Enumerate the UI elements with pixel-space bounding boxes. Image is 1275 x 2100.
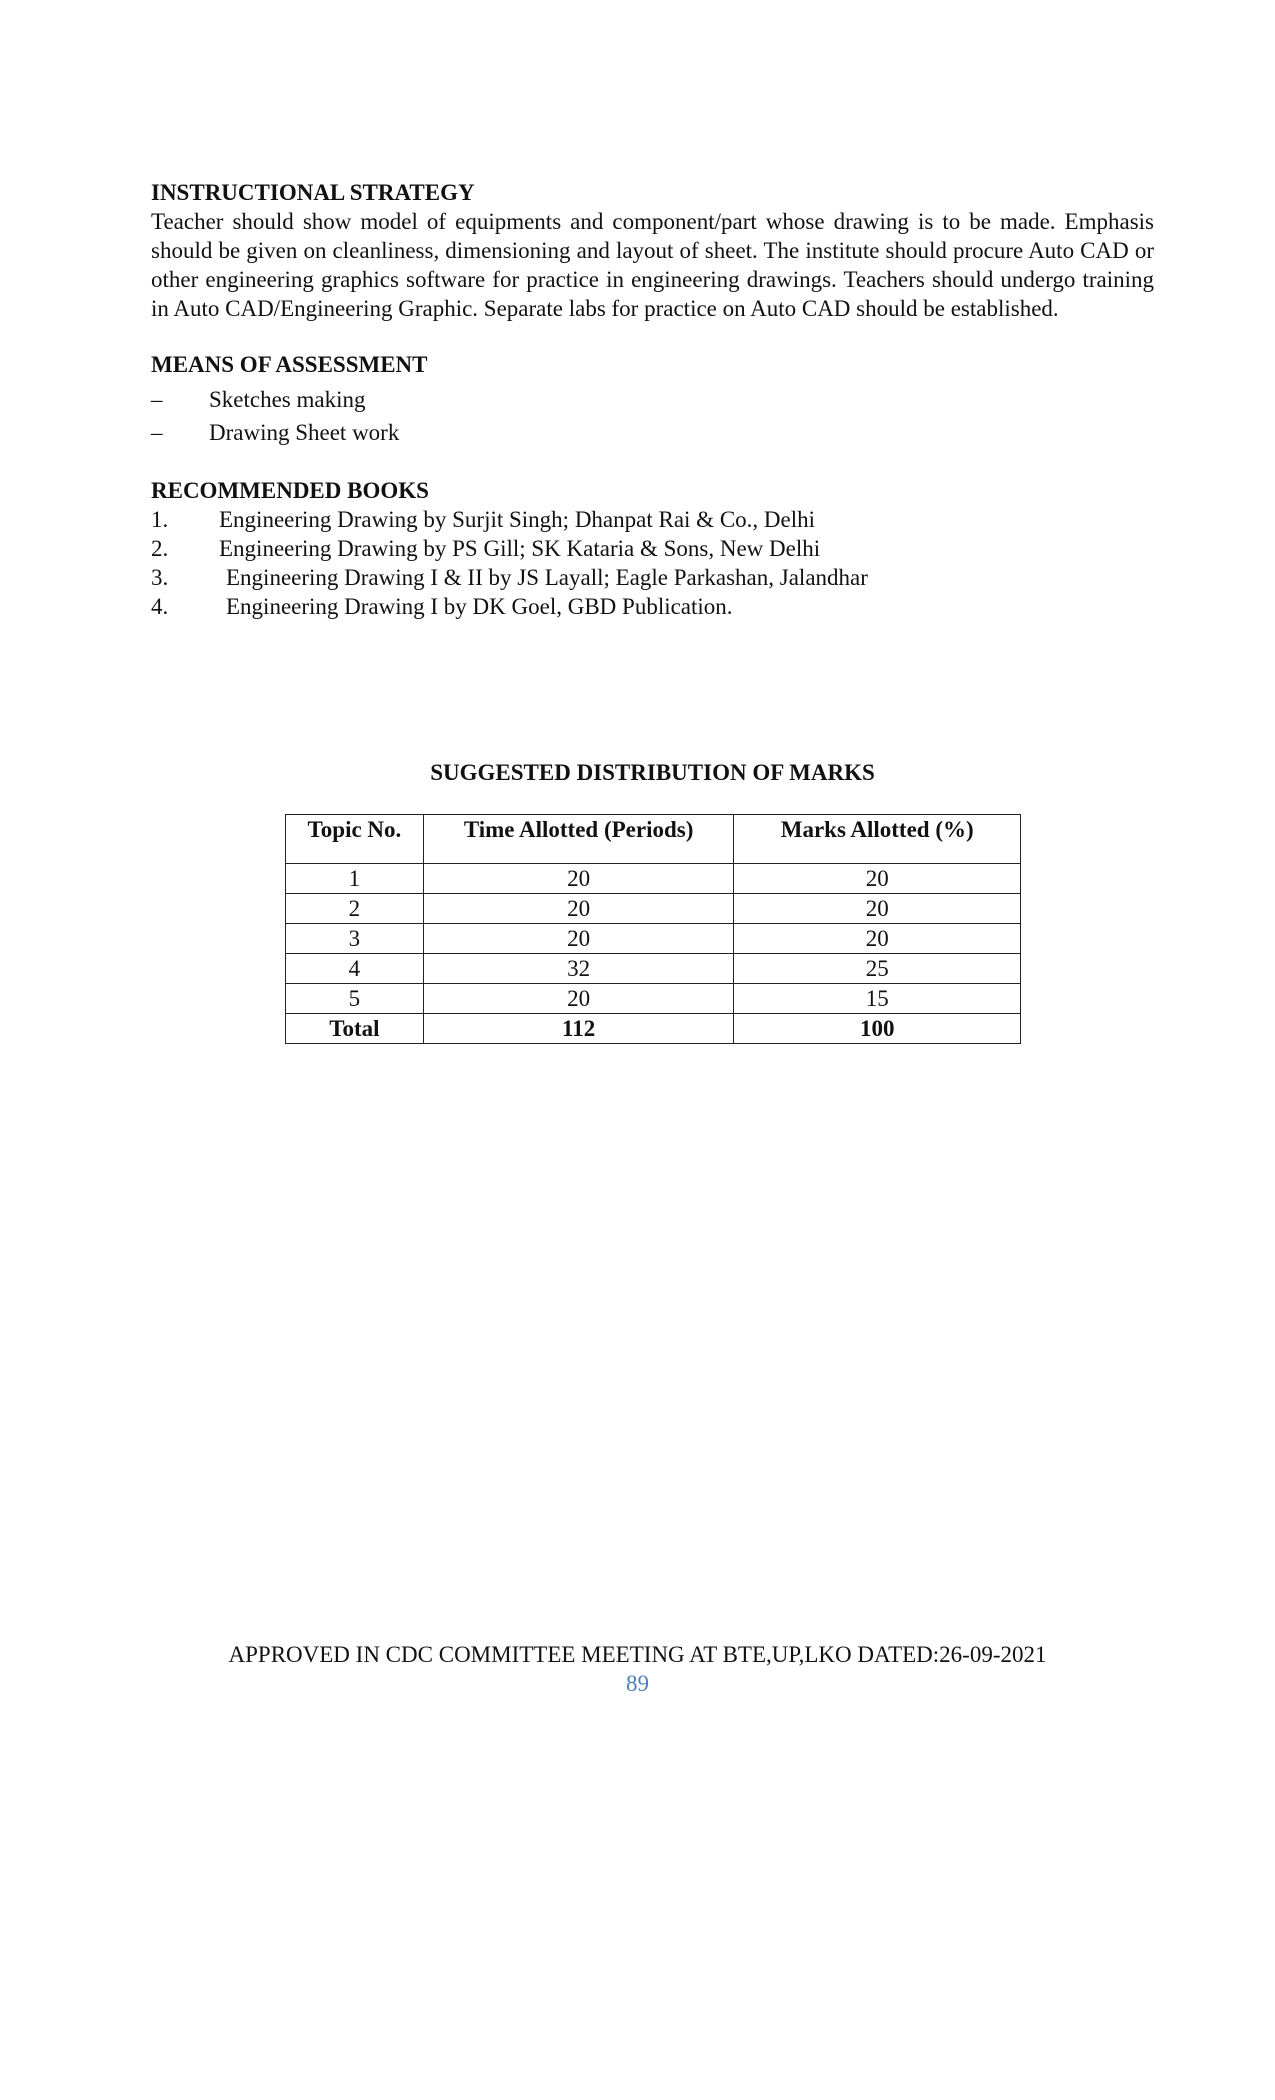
means-of-assessment-section bbox=[151, 350, 1154, 449]
list-item bbox=[151, 383, 1154, 416]
table-row bbox=[286, 954, 1021, 984]
cell-time: 20 bbox=[423, 864, 734, 894]
cell-marks: 25 bbox=[734, 954, 1021, 984]
cell-marks: 20 bbox=[734, 924, 1021, 954]
page-footer bbox=[0, 1640, 1275, 1698]
books-list bbox=[151, 505, 1154, 621]
cell-topic: 4 bbox=[286, 954, 424, 984]
book-title: Engineering Drawing I by DK Goel, GBD Publication. bbox=[226, 594, 733, 619]
assessment-item-text: Sketches making bbox=[209, 387, 366, 412]
book-number: 3. bbox=[151, 565, 169, 590]
book-title: Engineering Drawing by Surjit Singh; Dhanpat Rai & Co., Delhi bbox=[219, 507, 816, 532]
book-number: 4. bbox=[151, 594, 169, 619]
page-number: 89 bbox=[626, 1671, 649, 1696]
table-header-row bbox=[286, 815, 1021, 864]
document-page bbox=[151, 178, 1154, 1041]
table-row bbox=[286, 864, 1021, 894]
book-title: Engineering Drawing by PS Gill; SK Kataria & Sons, New Delhi bbox=[219, 536, 821, 561]
recommended-books-section bbox=[151, 476, 1154, 621]
header-topic-no: Topic No. bbox=[286, 815, 424, 864]
header-time-allotted: Time Allotted (Periods) bbox=[423, 815, 734, 864]
header-marks-allotted: Marks Allotted (%) bbox=[734, 815, 1021, 864]
cell-topic: 1 bbox=[286, 864, 424, 894]
table-row bbox=[286, 894, 1021, 924]
book-number: 1. bbox=[151, 507, 169, 532]
table-row bbox=[286, 924, 1021, 954]
cell-time: 20 bbox=[423, 984, 734, 1014]
book-number: 2. bbox=[151, 536, 169, 561]
means-of-assessment-heading: MEANS OF ASSESSMENT bbox=[151, 352, 428, 377]
table-total-row bbox=[286, 1014, 1021, 1044]
marks-distribution-table bbox=[285, 814, 1021, 1044]
cell-marks: 20 bbox=[734, 864, 1021, 894]
list-item bbox=[151, 592, 1154, 621]
marks-distribution-title: SUGGESTED DISTRIBUTION OF MARKS bbox=[430, 760, 875, 785]
table-row bbox=[286, 984, 1021, 1014]
instructional-strategy-text: Teacher should show model of equipments and component/part whose drawing is to be made. Emphasis should be given on cleanliness, dimensioning and layout of sheet. The institute should procure Auto CAD or other engineering graphics software for practice in engineering drawings. Teachers should undergo training in Auto CAD/Engineering Graphic. Separate labs for practice on Auto CAD should be established. bbox=[151, 209, 1154, 321]
dash-marker: – bbox=[151, 387, 163, 412]
cell-topic: 5 bbox=[286, 984, 424, 1014]
instructional-strategy-heading: INSTRUCTIONAL STRATEGY bbox=[151, 180, 475, 205]
instructional-strategy-section bbox=[151, 178, 1154, 323]
cell-marks: 20 bbox=[734, 894, 1021, 924]
assessment-list bbox=[151, 383, 1154, 449]
cell-time: 20 bbox=[423, 924, 734, 954]
recommended-books-heading: RECOMMENDED BOOKS bbox=[151, 478, 429, 503]
list-item bbox=[151, 416, 1154, 449]
list-item bbox=[151, 505, 1154, 534]
cell-time: 20 bbox=[423, 894, 734, 924]
cell-topic: 3 bbox=[286, 924, 424, 954]
assessment-item-text: Drawing Sheet work bbox=[209, 420, 400, 445]
cell-total-time: 112 bbox=[423, 1014, 734, 1044]
approval-note: APPROVED IN CDC COMMITTEE MEETING AT BTE,UP,LKO DATED:26-09-2021 bbox=[228, 1642, 1047, 1667]
book-title: Engineering Drawing I & II by JS Layall; Eagle Parkashan, Jalandhar bbox=[226, 565, 868, 590]
cell-marks: 15 bbox=[734, 984, 1021, 1014]
list-item bbox=[151, 534, 1154, 563]
cell-total-marks: 100 bbox=[734, 1014, 1021, 1044]
dash-marker: – bbox=[151, 420, 163, 445]
list-item bbox=[151, 563, 1154, 592]
cell-topic: 2 bbox=[286, 894, 424, 924]
cell-time: 32 bbox=[423, 954, 734, 984]
cell-total-label: Total bbox=[286, 1014, 424, 1044]
